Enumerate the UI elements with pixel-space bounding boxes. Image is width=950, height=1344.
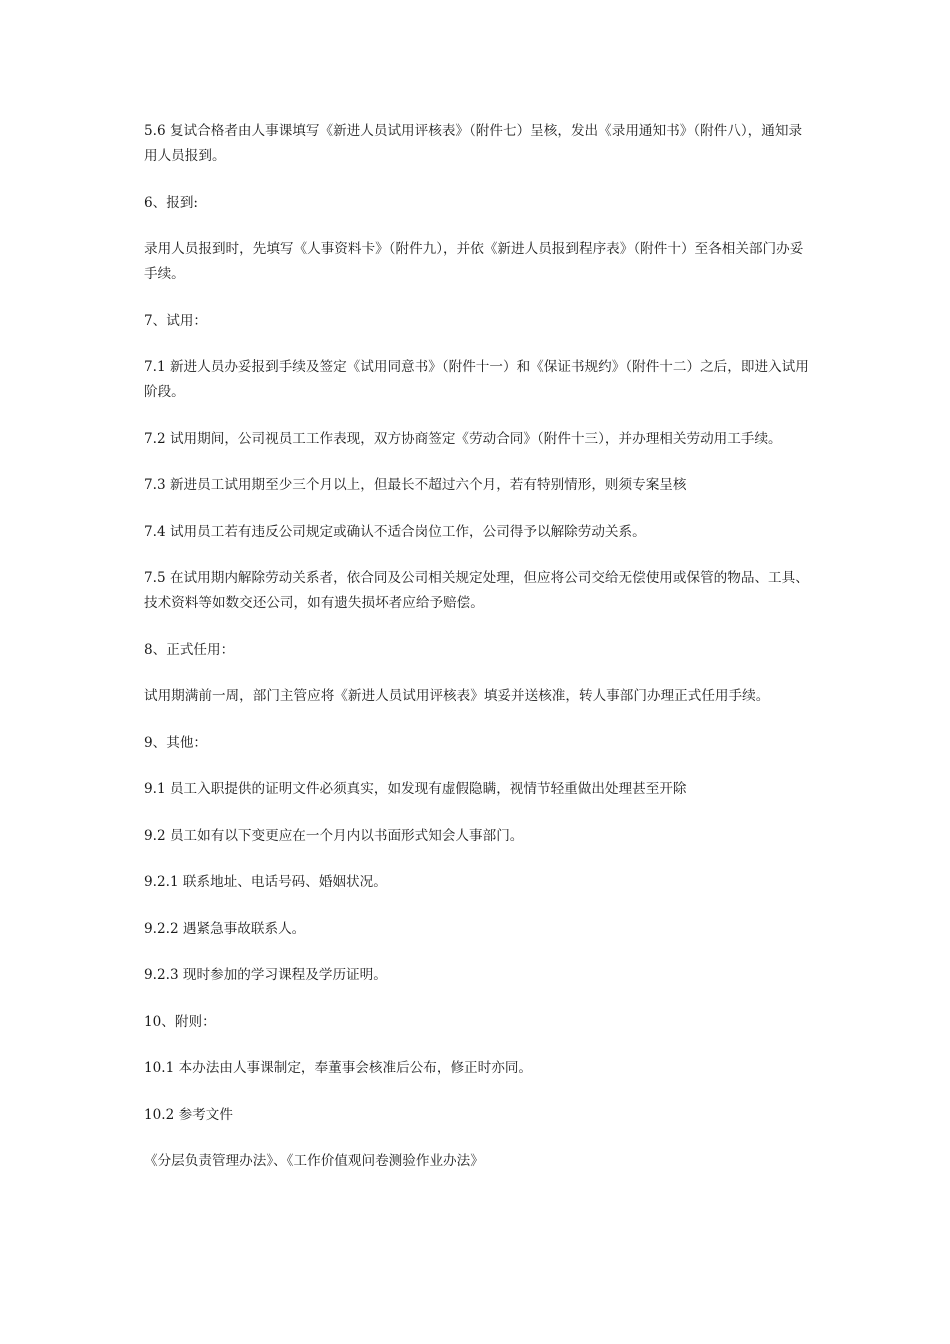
paragraph-9-2: 9.2 员工如有以下变更应在一个月内以书面形式知会人事部门。	[144, 827, 524, 844]
paragraph-7-3: 7.3 新进员工试用期至少三个月以上，但最长不超过六个月，若有特别情形，则须专案呈核	[144, 477, 687, 493]
paragraph-10-1: 10.1 本办法由人事课制定，奉董事会核准后公布，修正时亦同。	[144, 1060, 533, 1076]
heading-7-probation: 7、试用：	[144, 312, 208, 329]
paragraph-9-2-3: 9.2.3 现时参加的学习课程及学历证明。	[144, 967, 387, 983]
heading-8-formal-appointment: 8、正式任用：	[144, 641, 235, 658]
paragraph-7-4: 7.4 试用员工若有违反公司规定或确认不适合岗位工作，公司得予以解除劳动关系。	[144, 523, 646, 540]
paragraph-9-1: 9.1 员工入职提供的证明文件必须真实，如发现有虚假隐瞒，视情节轻重做出处理甚至开除	[144, 781, 687, 797]
paragraph-10-2: 10.2 参考文件	[144, 1106, 233, 1123]
heading-10-supplementary: 10、附则：	[144, 1013, 216, 1030]
heading-9-other: 9、其他：	[144, 734, 208, 751]
paragraph-8-body: 试用期满前一周，部门主管应将《新进人员试用评核表》填妥并送核准，转人事部门办理正式任用手续。	[144, 688, 770, 704]
paragraph-9-2-2: 9.2.2 遇紧急事故联系人。	[144, 920, 306, 937]
paragraph-5-6: 5.6 复试合格者由人事课填写《新进人员试用评核表》（附件七）呈核，发出《录用通知书》（附件八），通知录用人员报到。	[144, 123, 803, 164]
heading-6-report: 6、报到:	[144, 194, 199, 211]
document-body	[144, 119, 810, 1196]
paragraph-7-2: 7.2 试用期间，公司视员工工作表现，双方协商签定《劳动合同》（附件十三），并办理相关劳动用工手续。	[144, 430, 782, 447]
paragraph-6-body: 录用人员报到时，先填写《人事资料卡》（附件九），并依《新进人员报到程序表》（附件十）至各相关部门办妥手续。	[144, 241, 804, 282]
paragraph-7-5: 7.5 在试用期内解除劳动关系者，依合同及公司相关规定处理，但应将公司交给无偿使用或保管的物品、工具、技术资料等如数交还公司，如有遗失损坏者应给予赔偿。	[144, 570, 809, 611]
paragraph-9-2-1: 9.2.1 联系地址、电话号码、婚姻状况。	[144, 874, 387, 890]
reference-documents: 《分层负责管理办法》、《工作价值观问卷测验作业办法》	[144, 1153, 484, 1169]
paragraph-7-1: 7.1 新进人员办妥报到手续及签定《试用同意书》（附件十一）和《保证书规约》（附件十二）之后，即进入试用阶段。	[144, 359, 809, 400]
